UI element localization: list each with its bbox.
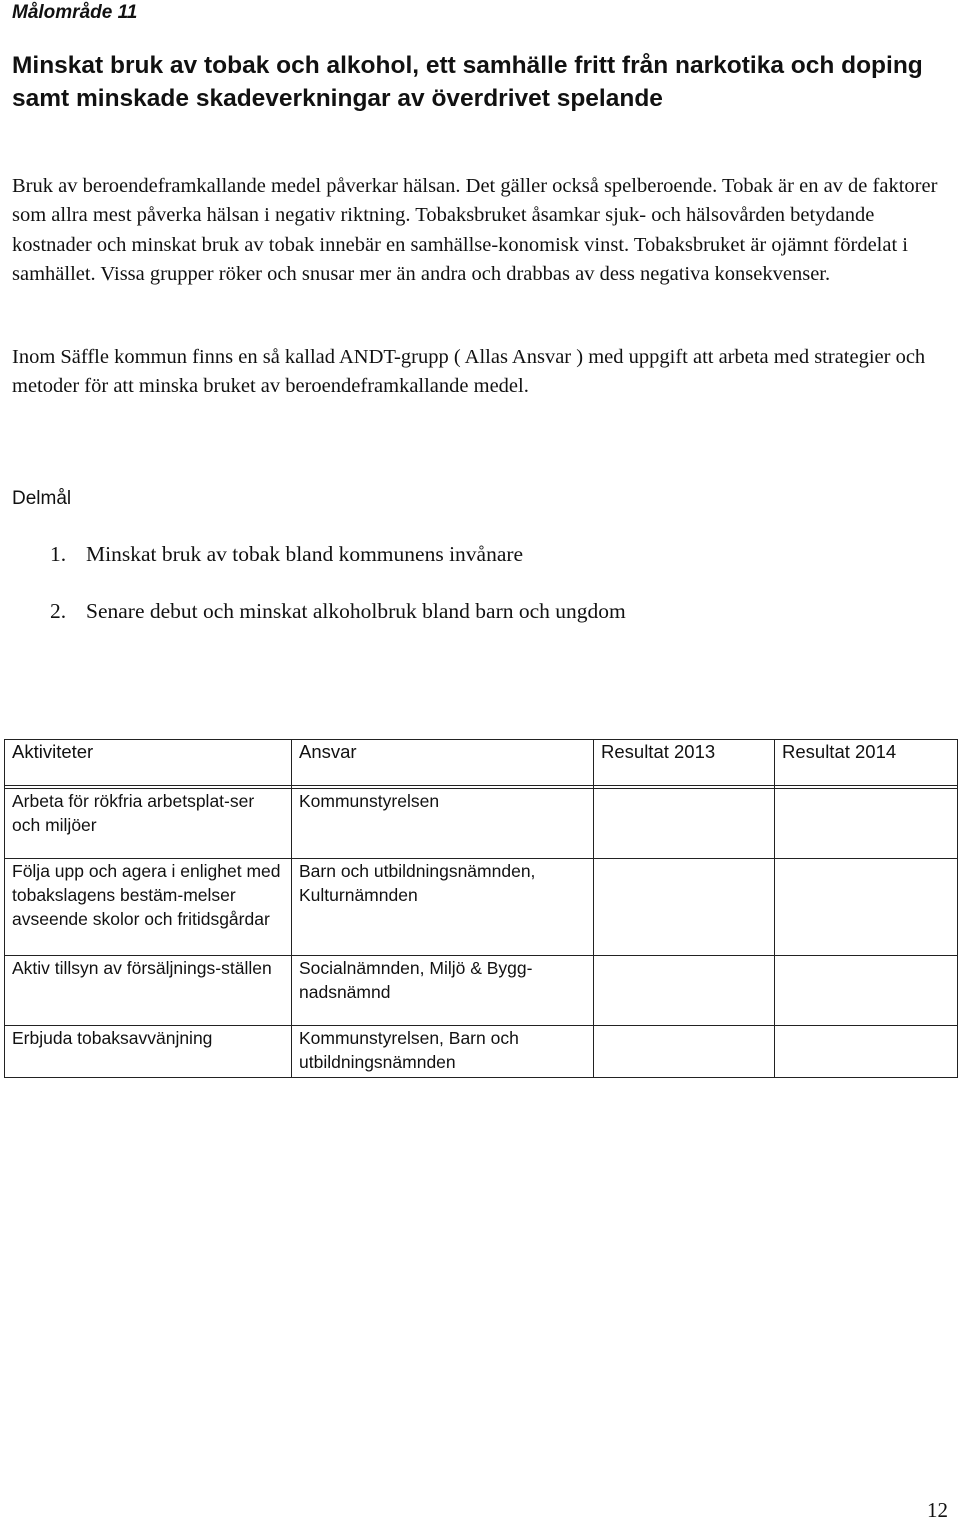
- result-2014-cell: [775, 1026, 958, 1078]
- header-responsible: Ansvar: [292, 740, 594, 786]
- activity-cell: Följa upp och agera i enlighet med tobakslagens bestäm-melser avseende skolor och fritidsgårdar: [5, 859, 292, 956]
- subgoal-text: Minskat bruk av tobak bland kommunens invånare: [86, 542, 524, 566]
- result-2014-cell: [775, 789, 958, 859]
- table-row: [5, 956, 958, 1026]
- result-2014-cell: [775, 956, 958, 1026]
- andt-paragraph: Inom Säffle kommun finns en så kallad ANDT-grupp ( Allas Ansvar ) med uppgift att arbeta med strategier och metoder för att minska bruket av beroendeframkallande medel.: [12, 346, 926, 398]
- subgoal-item: [50, 540, 523, 568]
- result-2013-cell: [594, 859, 775, 956]
- activity-cell: Arbeta för rökfria arbetsplat-ser och miljöer: [5, 789, 292, 859]
- section-label: Målområde 11: [12, 2, 138, 23]
- subgoal-number: 1.: [50, 542, 67, 566]
- result-2013-cell: [594, 956, 775, 1026]
- subgoal-item: [50, 597, 626, 625]
- responsible-cell: Kommunstyrelsen, Barn och utbildningsnämnden: [292, 1026, 594, 1078]
- result-2014-cell: [775, 859, 958, 956]
- page-title: Minskat bruk av tobak och alkohol, ett samhälle fritt från narkotika och doping samt minskade skadeverkningar av överdrivet spelande: [12, 52, 923, 112]
- table-row: [5, 789, 958, 859]
- table-row: [5, 859, 958, 956]
- table-row: [5, 1026, 958, 1078]
- intro-paragraph: Bruk av beroendeframkallande medel påverkar hälsan. Det gäller också spelberoende. Tobak är en av de faktorer som allra mest påverka hälsan i negativ riktning. Tobaksbruket åsamkar sjuk- och hälsovården betydande kostnader och minskat bruk av tobak innebär en samhällse-konomisk vinst. Tobaksbruket är ojämnt fördelat i samhället. Vissa grupper röker och snusar mer än andra och drabbas av dess negativa konsekvenser.: [12, 175, 938, 285]
- activity-cell: Aktiv tillsyn av försäljnings-ställen: [5, 956, 292, 1026]
- responsible-cell: Socialnämnden, Miljö & Bygg-nadsnämnd: [292, 956, 594, 1026]
- subgoal-text: Senare debut och minskat alkoholbruk bland barn och ungdom: [86, 599, 626, 623]
- responsible-cell: Barn och utbildningsnämnden, Kulturnämnden: [292, 859, 594, 956]
- header-result-2013: Resultat 2013: [594, 740, 775, 786]
- activity-cell: Erbjuda tobaksavvänjning: [5, 1026, 292, 1078]
- result-2013-cell: [594, 789, 775, 859]
- table-header-row: [5, 740, 958, 786]
- result-2013-cell: [594, 1026, 775, 1078]
- responsible-cell: Kommunstyrelsen: [292, 789, 594, 859]
- header-activities: Aktiviteter: [5, 740, 292, 786]
- subgoal-number: 2.: [50, 599, 67, 623]
- page-number: 12: [927, 1498, 948, 1522]
- activities-table: [4, 739, 958, 1078]
- subgoals-heading: Delmål: [12, 488, 72, 509]
- header-result-2014: Resultat 2014: [775, 740, 958, 786]
